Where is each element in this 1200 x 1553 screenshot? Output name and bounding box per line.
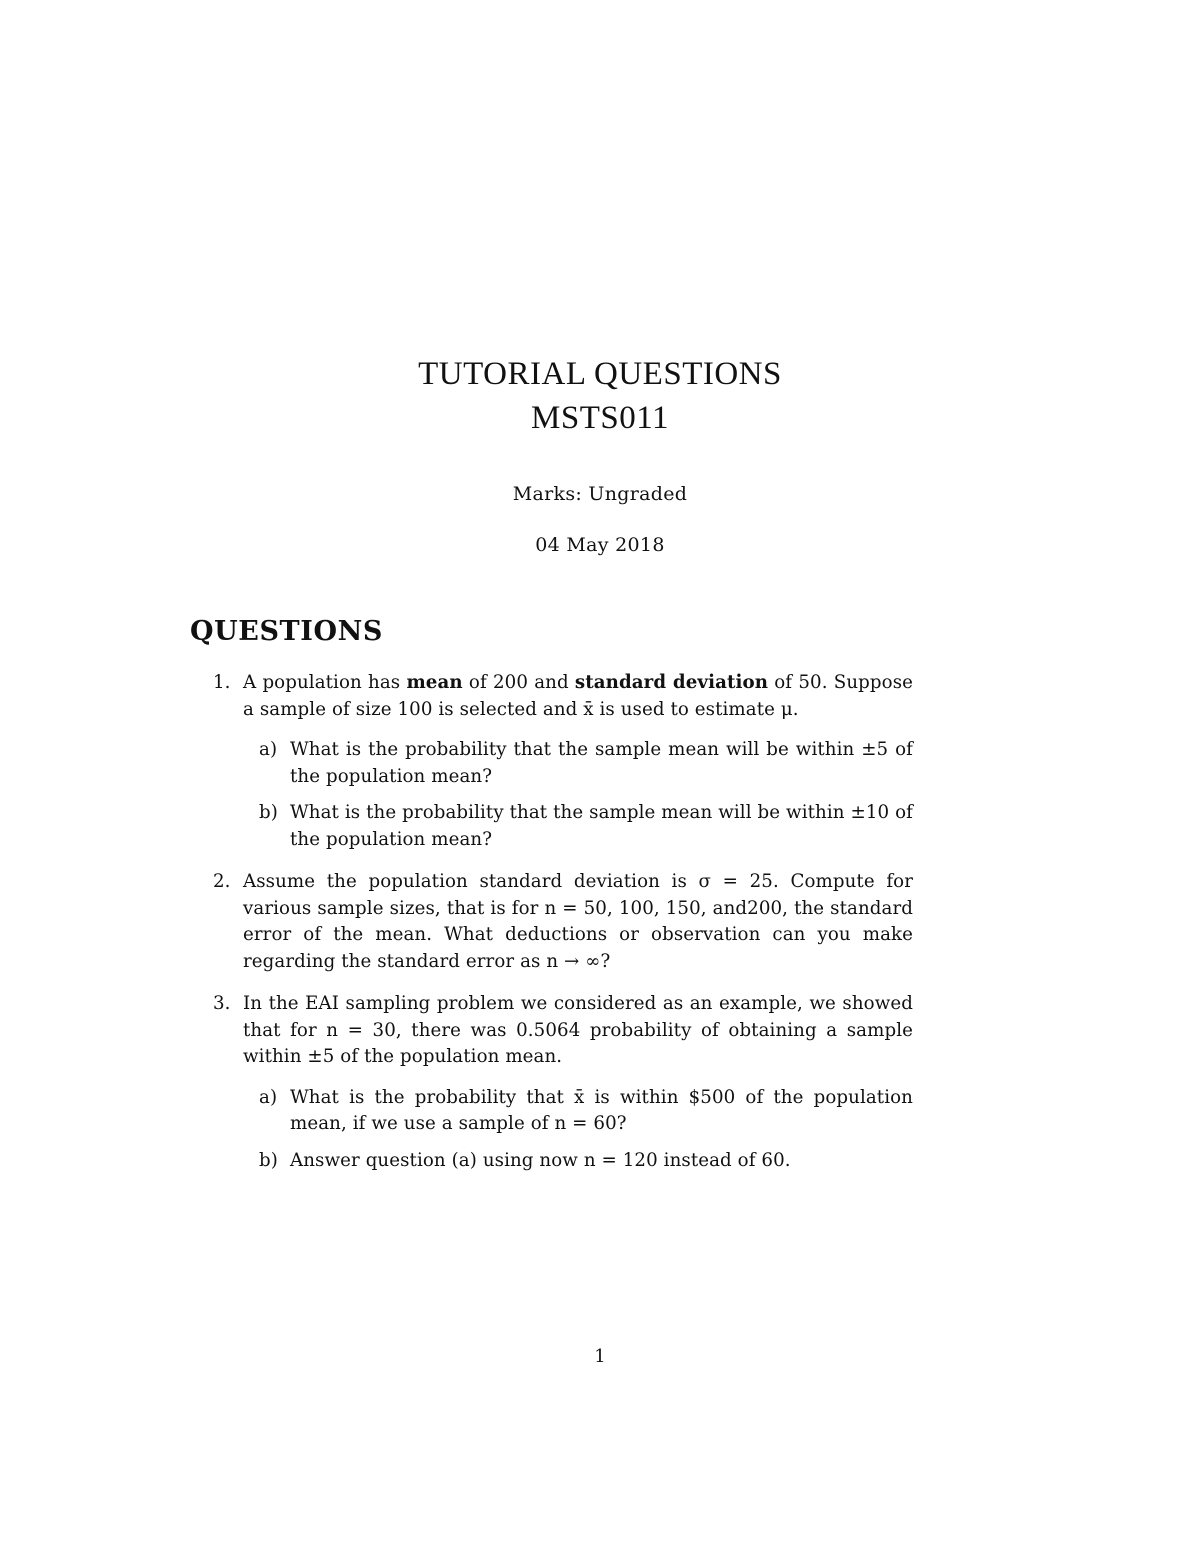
question-2 (213, 869, 913, 975)
course-code: MSTS011 (531, 400, 669, 436)
sub-question-list (243, 737, 913, 853)
sub-question-label: b) (259, 802, 278, 823)
question-text-part: of 50. Suppose a sample of size 100 is selected and x̄ is used to estimate μ. (243, 672, 913, 720)
document-title: TUTORIAL QUESTIONS (418, 356, 782, 392)
question-text: Assume the population standard deviation is σ = 25. Compute for various sample sizes, that is for n = 50, 100, 150, and200, the standard error of the mean. What deductions or observation can you make regarding the standard error as n → ∞? (243, 871, 913, 972)
section-heading: QUESTIONS (190, 616, 383, 647)
question-number: 3. (213, 993, 231, 1014)
question-number: 2. (213, 871, 231, 892)
sub-question-list (243, 1085, 913, 1175)
question-list (213, 670, 913, 1190)
sub-question-3b (243, 1148, 913, 1175)
sub-question-text: What is the probability that the sample mean will be within ±10 of the population mean? (290, 802, 913, 850)
sub-question-text: What is the probability that the sample mean will be within ±5 of the population mean? (290, 739, 913, 787)
page-number: 1 (594, 1346, 606, 1367)
question-text-part: of 200 and (462, 672, 575, 693)
sub-question-1b (243, 800, 913, 853)
sub-question-1a (243, 737, 913, 790)
question-number: 1. (213, 672, 231, 693)
date-line: 04 May 2018 (535, 534, 665, 556)
sub-question-text: Answer question (a) using now n = 120 instead of 60. (290, 1149, 791, 1171)
sub-question-text: What is the probability that x̄ is within $500 of the population mean, if we use a sample of n = 60? (290, 1086, 913, 1134)
question-text (243, 670, 913, 723)
question-1 (213, 670, 913, 853)
sub-question-label: a) (259, 1086, 278, 1108)
question-3 (213, 991, 913, 1174)
sub-question-3a (243, 1085, 913, 1138)
title-block (0, 352, 1200, 440)
sub-question-label: b) (259, 1149, 278, 1171)
marks-line: Marks: Ungraded (512, 483, 688, 505)
question-text: In the EAI sampling problem we considered as an example, we showed that for n = 30, there was 0.5064 probability of obtaining a sample within ±5 of the population mean. (243, 993, 913, 1067)
question-text-part: A population has (243, 672, 407, 693)
marks-line-block (0, 482, 1200, 506)
emphasis-mean: mean (406, 672, 463, 693)
sub-question-label: a) (259, 739, 278, 760)
date-line-block (0, 533, 1200, 557)
emphasis-standard-deviation: standard deviation (574, 672, 769, 693)
